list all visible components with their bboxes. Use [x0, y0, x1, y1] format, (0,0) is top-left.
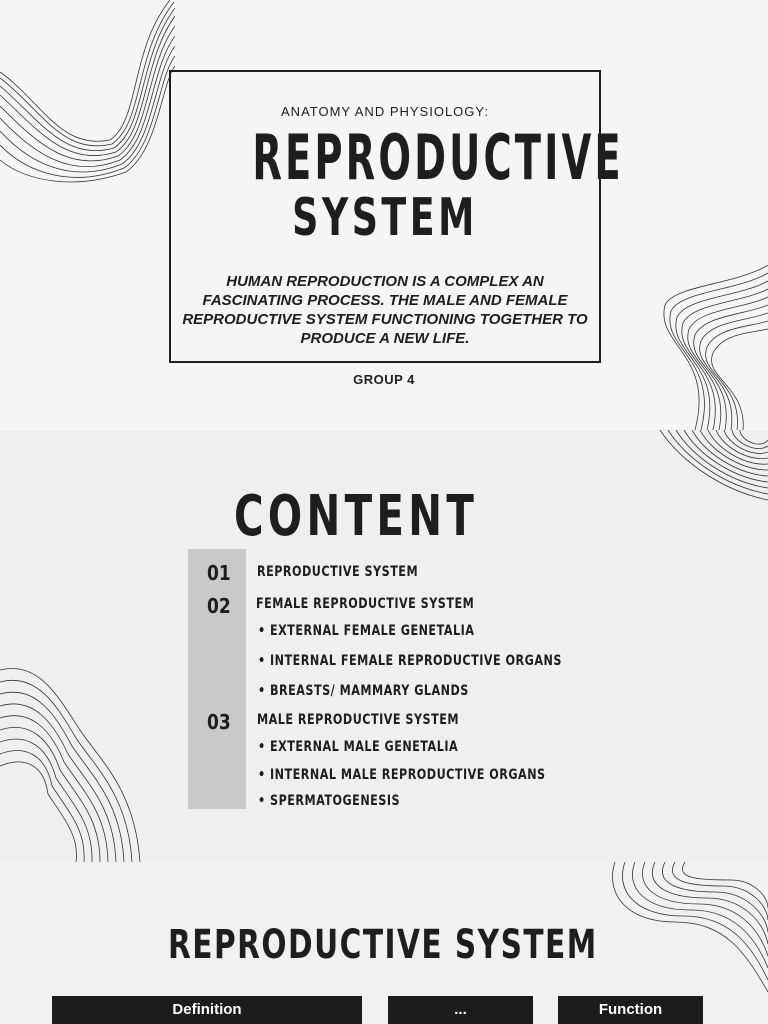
- toc-subitem: • BREASTS/ MAMMARY GLANDS: [258, 683, 469, 699]
- group-label: GROUP 4: [353, 372, 415, 387]
- tab-ellipsis: ...: [388, 996, 533, 1024]
- content-heading: CONTENT: [234, 484, 479, 549]
- section-number: 01: [207, 561, 231, 585]
- section-number: 03: [207, 710, 231, 734]
- title-line-1: REPRODUCTIVE: [252, 121, 624, 194]
- title-line-2: SYSTEM: [292, 188, 478, 248]
- toc-item: MALE REPRODUCTIVE SYSTEM: [257, 712, 459, 728]
- tab-function: Function: [558, 996, 703, 1024]
- kicker-text: ANATOMY AND PHYSIOLOGY:: [281, 104, 489, 119]
- subtitle-line: PRODUCE A NEW LIFE.: [300, 330, 470, 347]
- toc-subitem: • INTERNAL FEMALE REPRODUCTIVE ORGANS: [258, 653, 562, 669]
- line-wave-decoration-top-left: [0, 0, 175, 190]
- subtitle-line: REPRODUCTIVE SYSTEM FUNCTIONING TOGETHER TO: [182, 311, 588, 328]
- toc-subitem: • EXTERNAL FEMALE GENETALIA: [258, 623, 475, 639]
- subtitle: [171, 272, 599, 348]
- line-wave-decoration-top-right: [660, 430, 768, 515]
- section-heading: REPRODUCTIVE SYSTEM: [168, 922, 598, 968]
- line-wave-decoration-left: [0, 660, 145, 862]
- toc-subitem: • EXTERNAL MALE GENETALIA: [258, 739, 459, 755]
- toc-item: REPRODUCTIVE SYSTEM: [257, 564, 419, 580]
- line-wave-decoration-right: [655, 265, 768, 430]
- subtitle-line: FASCINATING PROCESS. THE MALE AND FEMALE: [202, 292, 568, 309]
- title-slide: [0, 0, 768, 430]
- tab-definition: Definition: [52, 996, 362, 1024]
- section-number: 02: [207, 594, 231, 618]
- toc-item: FEMALE REPRODUCTIVE SYSTEM: [256, 596, 475, 612]
- title-frame: [169, 70, 624, 363]
- reproductive-system-slide: [0, 862, 768, 1024]
- content-slide: [0, 430, 768, 862]
- toc-subitem: • INTERNAL MALE REPRODUCTIVE ORGANS: [258, 767, 546, 783]
- toc-subitem: • SPERMATOGENESIS: [258, 793, 401, 809]
- line-wave-decoration-right: [605, 862, 768, 992]
- number-sidebar: [188, 549, 246, 809]
- subtitle-line: HUMAN REPRODUCTION IS A COMPLEX AN: [226, 273, 544, 290]
